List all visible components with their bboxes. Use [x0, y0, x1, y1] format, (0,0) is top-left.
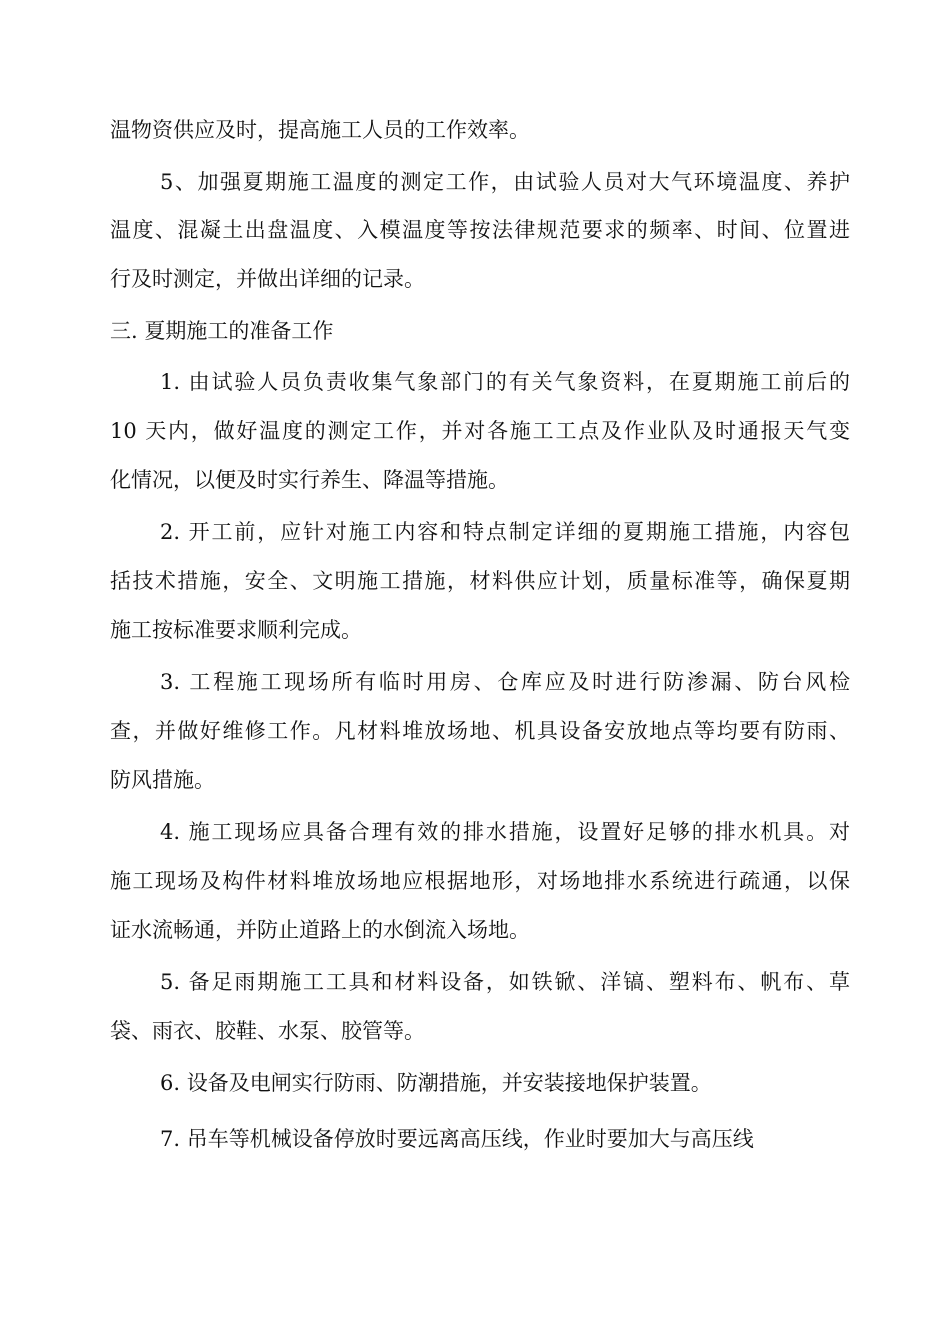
paragraph-line: 3. 工程施工现场所有临时用房、仓库应及时进行防渗漏、防台风检 [160, 670, 850, 694]
paragraph-line: 7. 吊车等机械设备停放时要远离高压线，作业时要加大与高压线 [160, 1127, 754, 1151]
paragraph-line: 袋、雨衣、胶鞋、水泵、胶管等。 [110, 1019, 425, 1043]
paragraph-line: 6. 设备及电闸实行防雨、防潮措施，并安装接地保护装置。 [160, 1071, 712, 1095]
paragraph-line: 括技术措施，安全、文明施工措施，材料供应计划，质量标准等，确保夏期 [110, 569, 850, 593]
paragraph-line: 施工按标准要求顺利完成。 [110, 618, 362, 642]
paragraph-line: 10 天内，做好温度的测定工作，并对各施工工点及作业队及时通报天气变 [110, 419, 850, 443]
paragraph-line: 施工现场及构件材料堆放场地应根据地形，对场地排水系统进行疏通，以保 [110, 869, 850, 893]
paragraph-line: 温物资供应及时，提高施工人员的工作效率。 [110, 118, 530, 142]
paragraph-line: 5. 备足雨期施工工具和材料设备，如铁锨、洋镐、塑料布、帆布、草 [160, 970, 850, 994]
paragraph-line: 防风措施。 [110, 768, 215, 792]
paragraph-line: 4. 施工现场应具备合理有效的排水措施，设置好足够的排水机具。对 [160, 820, 850, 844]
paragraph-line: 1. 由试验人员负责收集气象部门的有关气象资料，在夏期施工前后的 [160, 370, 850, 394]
paragraph-line: 5、加强夏期施工温度的测定工作，由试验人员对大气环境温度、养护 [160, 170, 850, 194]
paragraph-line: 化情况，以便及时实行养生、降温等措施。 [110, 468, 509, 492]
paragraph-line: 查，并做好维修工作。凡材料堆放场地、机具设备安放地点等均要有防雨、 [110, 719, 850, 743]
paragraph-line: 证水流畅通，并防止道路上的水倒流入场地。 [110, 918, 530, 942]
section-heading: 三. 夏期施工的准备工作 [110, 319, 334, 343]
paragraph-line: 2. 开工前，应针对施工内容和特点制定详细的夏期施工措施，内容包 [160, 520, 850, 544]
paragraph-line: 温度、混凝土出盘温度、入模温度等按法律规范要求的频率、时间、位置进 [110, 218, 850, 242]
paragraph-line: 行及时测定，并做出详细的记录。 [110, 267, 425, 291]
